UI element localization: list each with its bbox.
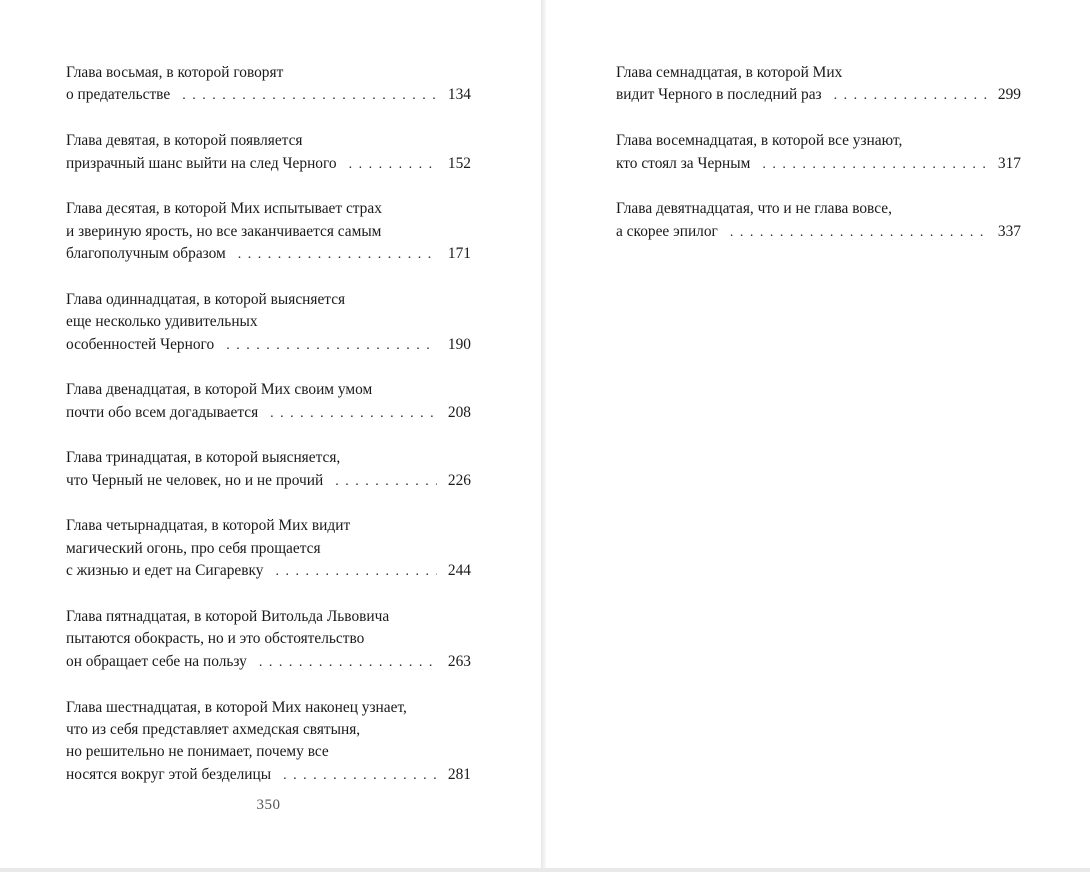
entry-title-line: Глава тринадцатая, в которой выясняется, bbox=[66, 449, 341, 467]
entry-title-line: но решительно не понимает, почему все bbox=[66, 743, 329, 761]
toc-entry bbox=[66, 447, 471, 493]
entry-title-end: особенностей Черного bbox=[66, 335, 215, 353]
dot-leader bbox=[226, 335, 437, 357]
entry-title-end: благополучным образом bbox=[66, 245, 226, 263]
entry-title-end: о предательстве bbox=[66, 86, 171, 104]
entry-title-line: Глава десятая, в которой Мих испытывает страх bbox=[66, 200, 382, 218]
entry-title-end: что Черный не человек, но и не прочий bbox=[66, 471, 324, 489]
page-number: 208 bbox=[447, 403, 471, 421]
entry-title-line: Глава восьмая, в которой говорят bbox=[66, 64, 284, 81]
entry-title-line: и звериную ярость, но все заканчивается самым bbox=[66, 222, 382, 240]
entry-last-line bbox=[66, 84, 471, 107]
entry-title-end: кто стоял за Черным bbox=[616, 154, 751, 172]
entry-title-end: он обращает себе на пользу bbox=[66, 652, 247, 670]
entry-last-line bbox=[66, 470, 471, 493]
entry-title-end: призрачный шанс выйти на след Черного bbox=[66, 154, 337, 172]
entry-last-line bbox=[66, 153, 471, 176]
toc-right bbox=[616, 62, 1021, 266]
page-number: 263 bbox=[447, 652, 471, 670]
page-number: 337 bbox=[997, 222, 1021, 240]
entry-last-line bbox=[66, 560, 471, 583]
dot-leader bbox=[349, 154, 437, 176]
entry-last-line bbox=[66, 334, 471, 357]
entry-title-line: магический огонь, про себя прощается bbox=[66, 539, 321, 557]
entry-last-line bbox=[616, 153, 1021, 176]
toc-entry bbox=[616, 130, 1021, 176]
entry-title-line: Глава одиннадцатая, в которой выясняется bbox=[66, 290, 346, 308]
page-number: 152 bbox=[447, 154, 471, 172]
dot-leader bbox=[834, 85, 987, 107]
entry-title-line: Глава девятая, в которой появляется bbox=[66, 132, 303, 150]
dot-leader bbox=[270, 403, 437, 425]
entry-title-end: а скорее эпилог bbox=[616, 222, 718, 240]
entry-title-line: еще несколько удивительных bbox=[66, 313, 258, 331]
toc-entry bbox=[66, 697, 471, 788]
entry-title-end: почти обо всем догадывается bbox=[66, 403, 259, 421]
page-folio: 350 bbox=[256, 797, 281, 813]
entry-last-line bbox=[616, 221, 1021, 244]
entry-title-line: что из себя представляет ахмедская святыня, bbox=[66, 720, 361, 738]
page-number: 299 bbox=[997, 86, 1021, 104]
toc-entry bbox=[66, 606, 471, 674]
entry-title-end: носятся вокруг этой безделицы bbox=[66, 765, 272, 783]
dot-leader bbox=[182, 85, 437, 107]
page-number: 244 bbox=[447, 562, 471, 580]
toc-entry bbox=[616, 62, 1021, 108]
entry-title-line: пытаются обокрасть, но и это обстоятельство bbox=[66, 630, 365, 648]
entry-last-line bbox=[616, 84, 1021, 107]
entry-last-line bbox=[66, 243, 471, 266]
page-number: 317 bbox=[997, 154, 1021, 172]
toc-entry bbox=[66, 289, 471, 357]
dot-leader bbox=[238, 244, 437, 266]
entry-title-line: Глава двенадцатая, в которой Мих своим умом bbox=[66, 381, 373, 399]
entry-title-line: Глава пятнадцатая, в которой Витольда Львовича bbox=[66, 607, 390, 625]
toc-entry bbox=[66, 515, 471, 583]
toc-entry bbox=[66, 198, 471, 266]
toc-entry bbox=[616, 198, 1021, 244]
left-page bbox=[0, 0, 541, 868]
toc-left bbox=[66, 62, 471, 809]
entry-last-line bbox=[66, 764, 471, 787]
toc-entry bbox=[66, 130, 471, 176]
dot-leader bbox=[259, 652, 437, 674]
toc-entry bbox=[66, 379, 471, 425]
dot-leader bbox=[283, 765, 437, 787]
page-number: 226 bbox=[447, 471, 471, 489]
entry-last-line bbox=[66, 402, 471, 425]
page-number: 171 bbox=[447, 245, 471, 263]
entry-title-line: Глава семнадцатая, в которой Мих bbox=[616, 64, 843, 81]
dot-leader bbox=[335, 471, 437, 493]
page-number: 281 bbox=[447, 765, 471, 783]
entry-title-line: Глава восемнадцатая, в которой все узнают, bbox=[616, 132, 903, 150]
right-page bbox=[546, 0, 1090, 868]
page-number: 190 bbox=[447, 335, 471, 353]
entry-title-end: видит Черного в последний раз bbox=[616, 86, 822, 104]
dot-leader bbox=[762, 154, 987, 176]
page-number: 134 bbox=[447, 86, 471, 104]
entry-title-line: Глава шестнадцатая, в которой Мих наконец узнает, bbox=[66, 698, 407, 716]
entry-title-end: с жизнью и едет на Сигаревку bbox=[66, 562, 264, 580]
dot-leader bbox=[730, 222, 987, 244]
dot-leader bbox=[276, 561, 438, 583]
entry-title-line: Глава девятнадцатая, что и не глава вовсе, bbox=[616, 200, 892, 218]
toc-entry bbox=[66, 62, 471, 108]
entry-last-line bbox=[66, 651, 471, 674]
entry-title-line: Глава четырнадцатая, в которой Мих видит bbox=[66, 517, 351, 535]
